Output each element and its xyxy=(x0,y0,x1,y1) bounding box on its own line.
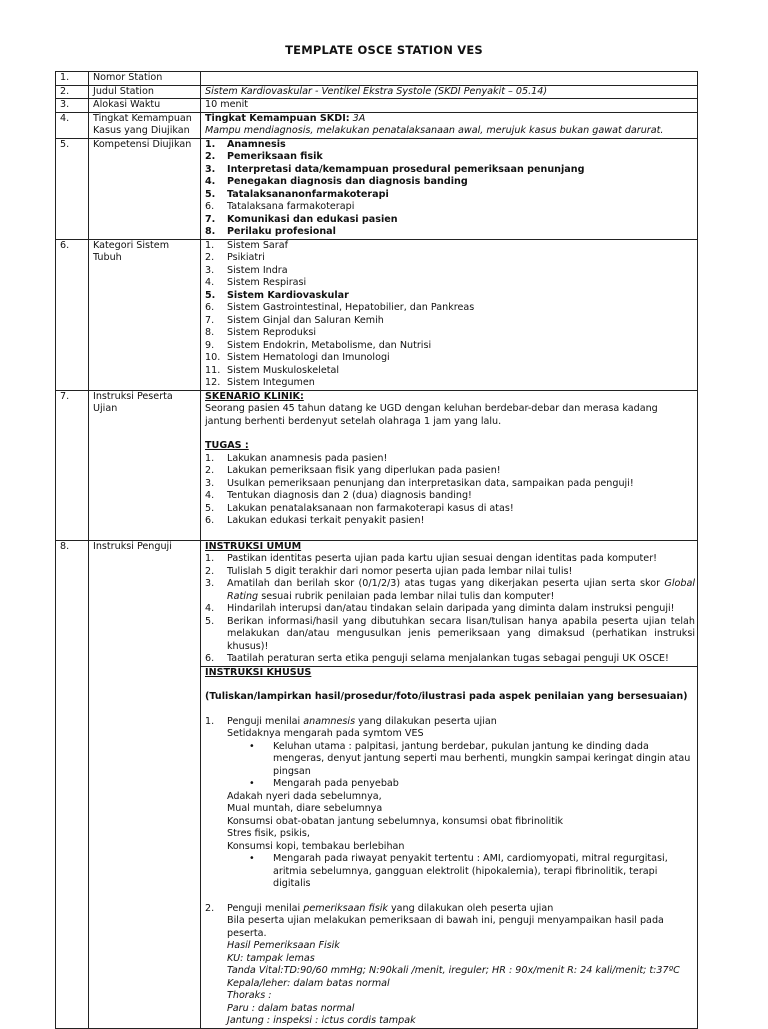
list-item: 11. Sistem Muskuloskeletal xyxy=(205,364,340,376)
table-row xyxy=(56,99,698,113)
special-line: Stres fisik, psikis, xyxy=(227,828,310,839)
participant-instructions xyxy=(201,390,698,540)
list-item: 2. Psikiatri xyxy=(205,252,265,263)
list-item: 1. Pastikan identitas peserta ujian pada kartu ujian sesuai dengan identitas pada komputer! xyxy=(205,553,658,564)
row-label: Instruksi Peserta Ujian xyxy=(89,390,201,540)
list-item: 7. Komunikasi dan edukasi pasien xyxy=(205,213,398,225)
osce-table xyxy=(55,71,698,1029)
row-label: Kompetensi Diujikan xyxy=(89,138,201,239)
special-line: Konsumsi obat-obatan jantung sebelumnya, konsumsi obat fibrinolitik xyxy=(227,815,564,827)
exam-line: Thoraks : xyxy=(227,990,272,1001)
page-title: TEMPLATE OSCE STATION VES xyxy=(285,43,483,57)
row-label: Alokasi Waktu xyxy=(89,99,201,113)
special-sub: Setidaknya mengarah pada symtom VES xyxy=(227,728,424,739)
scenario-heading: SKENARIO KLINIK: xyxy=(205,390,304,402)
row-number: 8. xyxy=(56,540,89,1028)
table-row xyxy=(56,72,698,86)
special-sub: Bila peserta ujian melakukan pemeriksaan di bawah ini, penguji menyampaikan hasil pada peserta. xyxy=(227,915,664,939)
row-number: 5. xyxy=(56,138,89,239)
bullet-item: • Mengarah pada riwayat penyakit tertentu : AMI, cardiomyopati, mitral regurgitasi, aritmia sebelumnya, gangguan elektrolit (hipokalemia), terapi fibrinolitik, terapi digitalis xyxy=(249,853,668,889)
list-item: 10. Sistem Hematologi dan Imunologi xyxy=(205,352,390,363)
time-allocation: 10 menit xyxy=(201,99,698,113)
list-item: 1. Anamnesis xyxy=(205,138,286,150)
row-label: Tingkat Kemampuan Kasus yang Diujikan xyxy=(89,112,201,138)
list-item: 1. Lakukan anamnesis pada pasien! xyxy=(205,452,388,464)
special-item-1: 1. Penguji menilai anamnesis yang dilakukan peserta ujian xyxy=(205,715,497,727)
table-row xyxy=(56,112,698,138)
exam-line: Paru : dalam batas normal xyxy=(227,1002,355,1014)
list-item: 3. Interpretasi data/kemampuan prosedural pemeriksaan penunjang xyxy=(205,163,585,175)
skdi-value: 3A xyxy=(352,112,366,124)
skdi-description: Mampu mendiagnosis, melakukan penatalaksanaan awal, merujuk kasus bukan gawat darurat. xyxy=(205,125,664,136)
row-number: 4. xyxy=(56,112,89,138)
row-value xyxy=(201,72,698,86)
special-instructions xyxy=(201,666,698,1028)
table-row xyxy=(56,138,698,239)
row-number: 1. xyxy=(56,72,89,86)
list-item: 3. Sistem Indra xyxy=(205,264,288,276)
list-item: 8. Sistem Reproduksi xyxy=(205,327,317,338)
row-number: 6. xyxy=(56,239,89,390)
row-label: Nomor Station xyxy=(89,72,201,86)
table-row xyxy=(56,85,698,99)
list-item: 1. Sistem Saraf xyxy=(205,239,288,251)
bullet-item: • Mengarah pada penyebab xyxy=(249,778,399,789)
competency-list xyxy=(201,138,698,239)
list-item: 4. Tentukan diagnosis dan 2 (dua) diagnosis banding! xyxy=(205,490,472,501)
list-item: 2. Tulislah 5 digit terakhir dari nomor peserta ujian pada lembar nilai tulis! xyxy=(205,565,573,577)
special-line: Konsumsi kopi, tembakau berlebihan xyxy=(227,840,405,852)
skdi-label: Tingkat Kemampuan SKDI: xyxy=(205,112,350,124)
list-item: 5. Berikan informasi/hasil yang dibutuhkan secara lisan/tulisan hanya apabila peserta ujian telah melakukan dan/atau mengusulkan jenis pemeriksaan yang dimaksud (perhatikan instruksi khusus)! xyxy=(205,615,695,652)
row-number: 2. xyxy=(56,85,89,99)
list-item: 6. Tatalaksana farmakoterapi xyxy=(205,201,355,212)
exam-line: Hasil Pemeriksaan Fisik xyxy=(227,940,340,951)
special-line: Adakah nyeri dada sebelumnya, xyxy=(227,790,382,802)
list-item: 3. Amatilah dan berilah skor (0/1/2/3) atas tugas yang dikerjakan peserta ujian serta skor Global Rating sesuai rubrik penilaian pada lembar nilai tulis dan komputer! xyxy=(205,578,695,602)
body-system-list xyxy=(201,239,698,390)
exam-line: KU: tampak lemas xyxy=(227,952,315,964)
exam-line: Tanda Vital:TD:90/60 mmHg; N:90kali /menit, ireguler; HR : 90x/menit R: 24 kali/menit; t:37ºC xyxy=(227,965,680,976)
list-item: 8. Perilaku profesional xyxy=(205,226,336,237)
special-item-2: 2. Penguji menilai pemeriksaan fisik yang dilakukan oleh peserta ujian xyxy=(205,902,554,914)
row-label: Instruksi Penguji xyxy=(89,540,201,1028)
tasks-heading: TUGAS : xyxy=(205,440,249,451)
list-item: 4. Penegakan diagnosis dan diagnosis banding xyxy=(205,176,468,187)
list-item: 6. Lakukan edukasi terkait penyakit pasien! xyxy=(205,515,425,526)
general-heading: INSTRUKSI UMUM xyxy=(205,540,302,552)
exam-line: Jantung : inspeksi : ictus cordis tampak xyxy=(227,1015,416,1026)
special-heading: INSTRUKSI KHUSUS xyxy=(205,666,312,678)
scenario-text: Seorang pasien 45 tahun datang ke UGD dengan keluhan berdebar-debar dan merasa kadang jantung berhenti berdenyut setelah olahraga 1 jam yang lalu. xyxy=(205,403,658,427)
list-item: 5. Lakukan penatalaksanaan non farmakoterapi kasus di atas! xyxy=(205,502,514,514)
list-item: 3. Usulkan pemeriksaan penunjang dan interpretasikan data, sampaikan pada penguji! xyxy=(205,477,634,489)
list-item: 9. Sistem Endokrin, Metabolisme, dan Nutrisi xyxy=(205,339,432,351)
table-row xyxy=(56,239,698,390)
station-title: Sistem Kardiovaskular - Ventikel Ekstra Systole (SKDI Penyakit – 05.14) xyxy=(201,85,698,99)
row-number: 7. xyxy=(56,390,89,540)
list-item: 5. Tatalaksananonfarmakoterapi xyxy=(205,188,389,200)
row-label: Kategori Sistem Tubuh xyxy=(89,239,201,390)
list-item: 7. Sistem Ginjal dan Saluran Kemih xyxy=(205,314,384,326)
list-item: 12. Sistem Integumen xyxy=(205,377,315,388)
list-item: 6. Sistem Gastrointestinal, Hepatobilier, dan Pankreas xyxy=(205,302,475,313)
list-item: 4. Sistem Respirasi xyxy=(205,277,307,288)
list-item: 5. Sistem Kardiovaskular xyxy=(205,289,349,301)
general-instructions xyxy=(201,540,698,666)
list-item: 2. Pemeriksaan fisik xyxy=(205,151,323,162)
exam-line: Kepala/leher: dalam batas normal xyxy=(227,977,390,989)
table-row xyxy=(56,540,698,666)
list-item: 6. Taatilah peraturan serta etika penguji selama menjalankan tugas sebagai penguji UK OSCE! xyxy=(205,653,669,664)
bullet-item: • Keluhan utama : palpitasi, jantung berdebar, pukulan jantung ke dinding dada mengeras, denyut jantung seperti mau berhenti, mungkin sampai keringat dingin atau pingsan xyxy=(249,740,691,777)
row-label: Judul Station xyxy=(89,85,201,99)
list-item: 2. Lakukan pemeriksaan fisik yang diperlukan pada pasien! xyxy=(205,465,501,476)
special-line: Mual muntah, diare sebelumnya xyxy=(227,803,383,814)
list-item: 4. Hindarilah interupsi dan/atau tindakan selain daripada yang diminta dalam instruksi penguji! xyxy=(205,603,675,614)
row-number: 3. xyxy=(56,99,89,113)
competency-level xyxy=(201,112,698,138)
table-row xyxy=(56,390,698,540)
special-note: (Tuliskan/lampirkan hasil/prosedur/foto/ilustrasi pada aspek penilaian yang bersesuaian) xyxy=(205,691,688,702)
